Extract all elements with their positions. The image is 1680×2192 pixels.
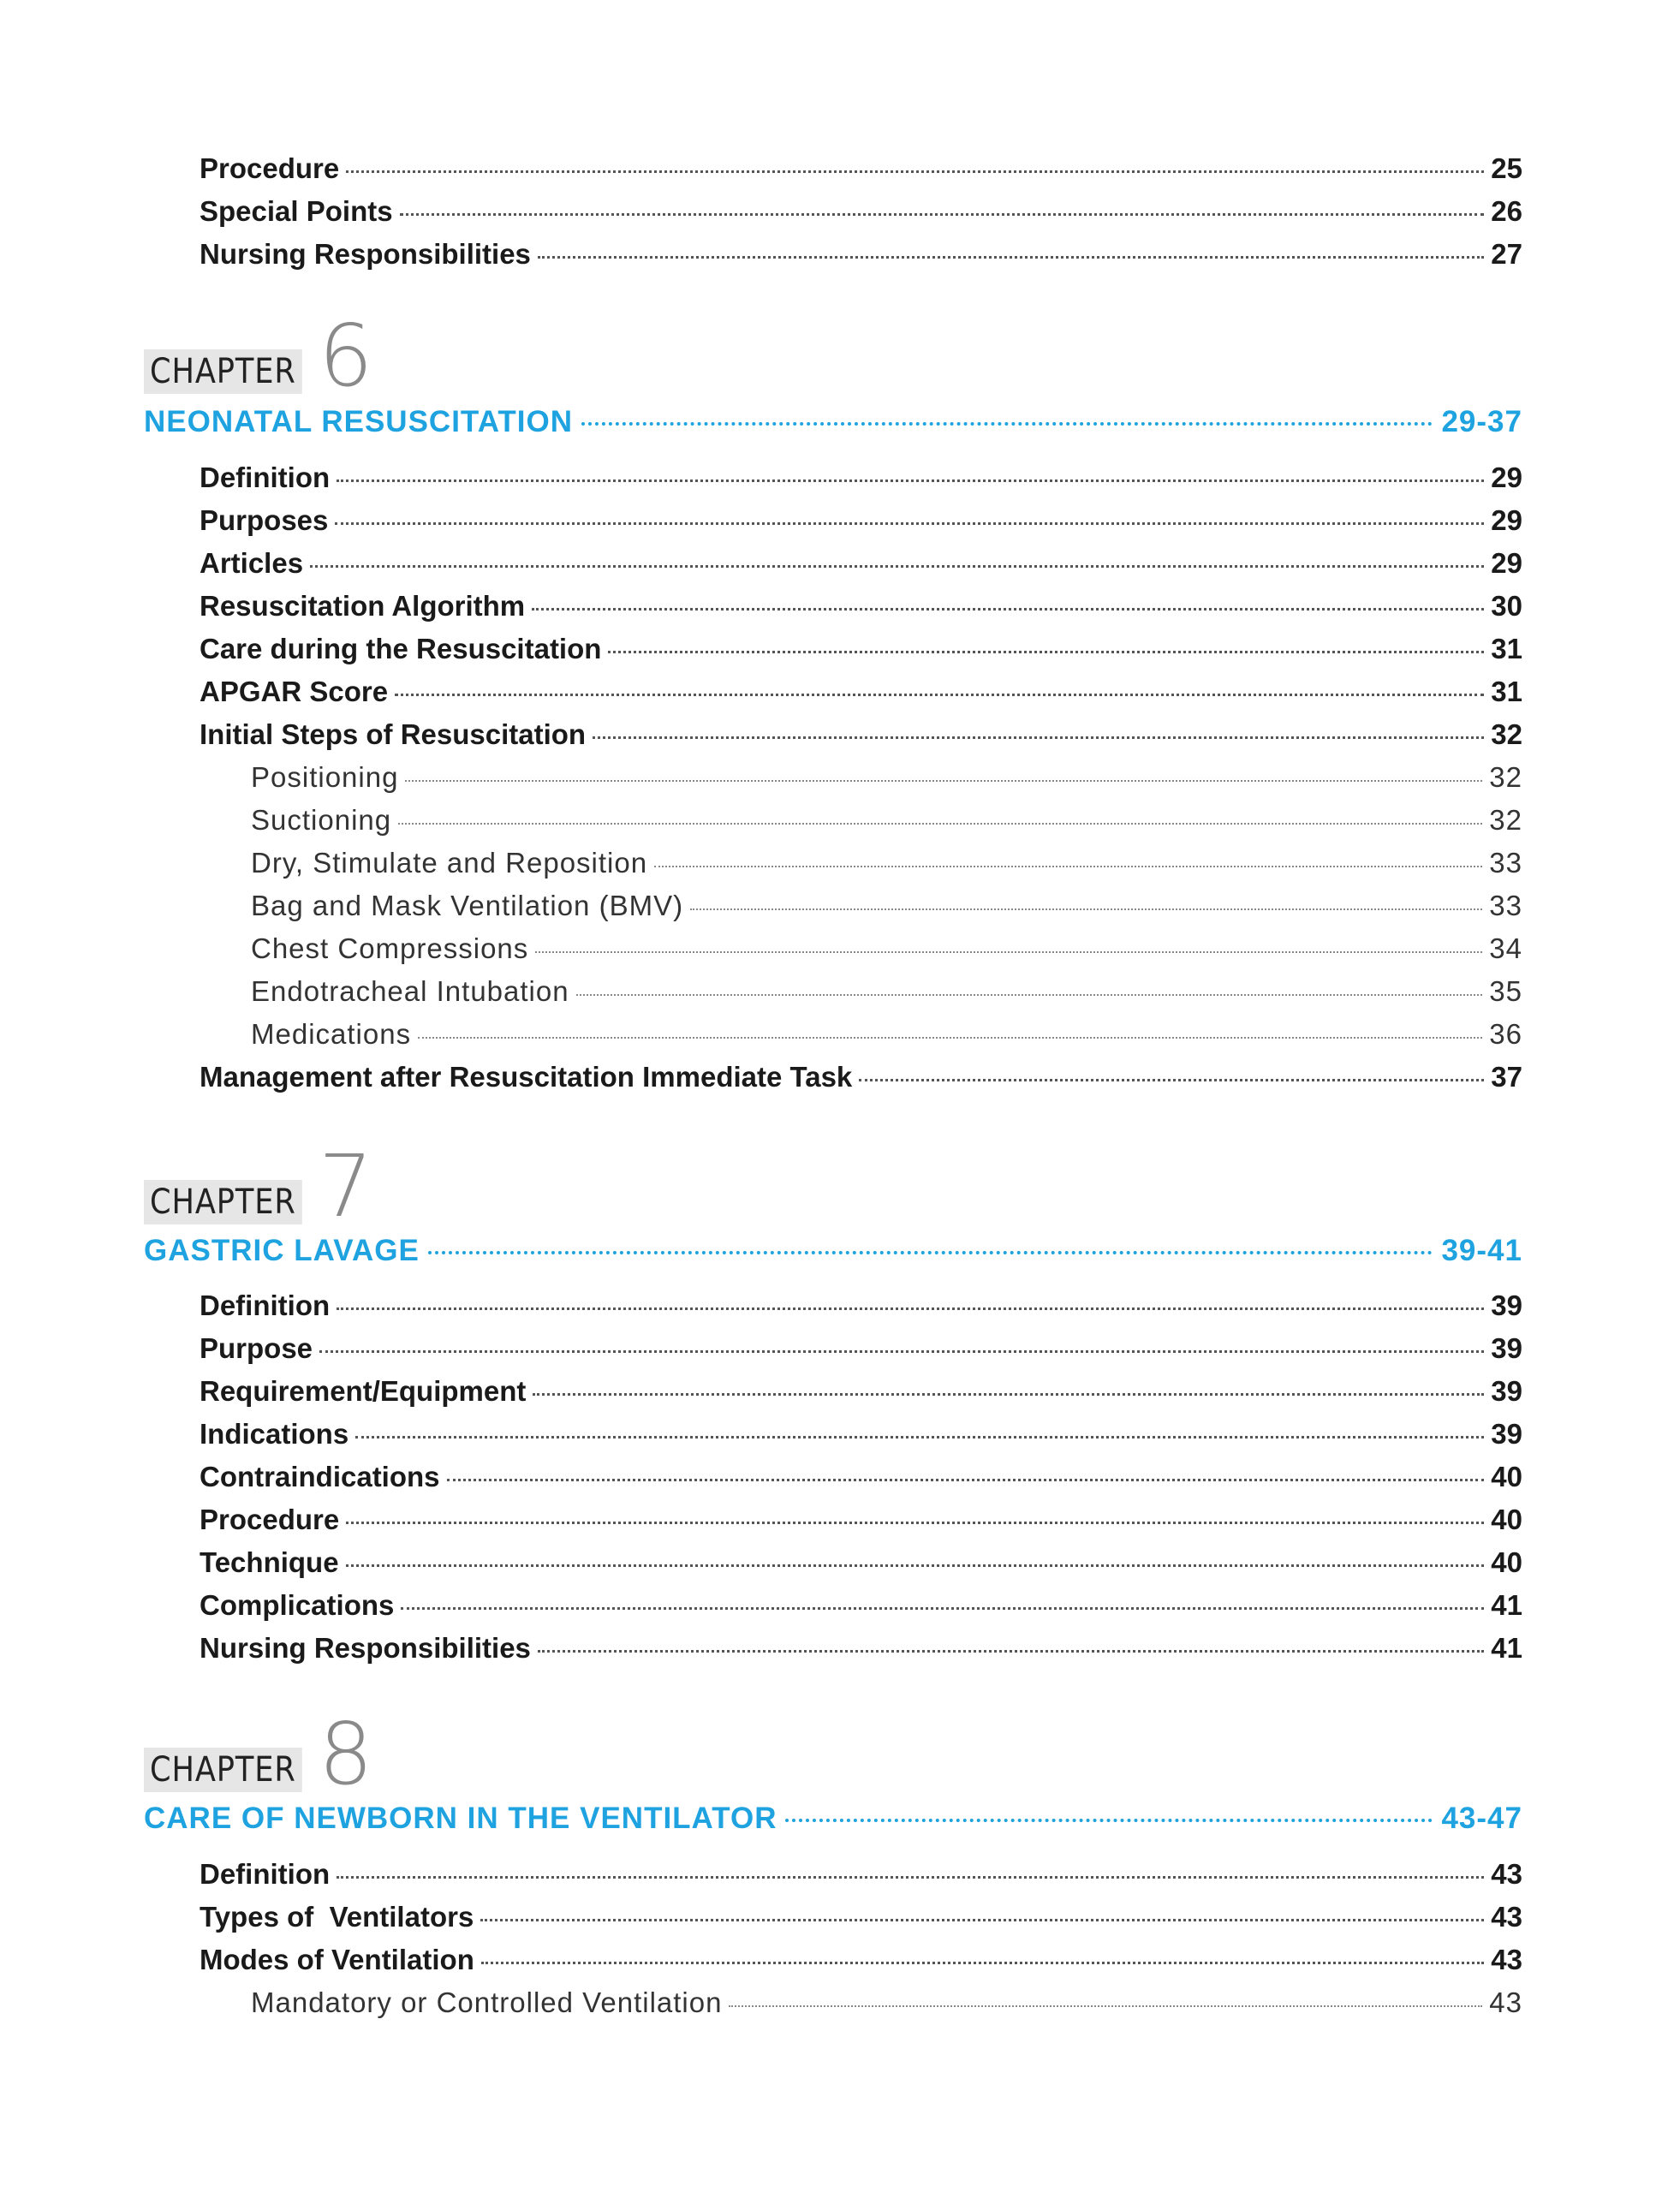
- toc-entry-page: 29: [1491, 462, 1522, 493]
- dot-leader: [654, 866, 1482, 867]
- dot-leader: [532, 608, 1484, 611]
- toc-entry-label: Endotracheal Intubation: [251, 975, 569, 1007]
- toc-entry-page: 39: [1491, 1332, 1522, 1364]
- dot-leader: [405, 780, 1482, 782]
- toc-entry[interactable]: [200, 1330, 1522, 1367]
- toc-entry-label: Complications: [200, 1589, 395, 1621]
- dot-leader: [346, 170, 1484, 173]
- toc-entry[interactable]: [200, 716, 1522, 754]
- toc-entry-label: Technique: [200, 1546, 339, 1578]
- toc-entry-page: 40: [1491, 1461, 1522, 1492]
- toc-entry[interactable]: [200, 1629, 1522, 1667]
- toc-entry[interactable]: [200, 1415, 1522, 1453]
- dot-leader: [398, 823, 1482, 825]
- chapter-page-range: 29-37: [1441, 405, 1522, 438]
- toc-entry[interactable]: [200, 1058, 1522, 1096]
- dot-leader: [337, 1876, 1484, 1879]
- dot-leader: [355, 1436, 1484, 1438]
- dot-leader: [729, 2005, 1482, 2007]
- toc-entry[interactable]: [200, 1501, 1522, 1539]
- chapter-number: 6: [319, 306, 373, 406]
- chapter-heading: [144, 306, 373, 406]
- toc-entry-page: 30: [1491, 590, 1522, 622]
- toc-entry-label: Definition: [200, 462, 331, 493]
- dot-leader: [428, 1251, 1433, 1254]
- toc-entry-page: 40: [1491, 1504, 1522, 1535]
- toc-entry-label: Purpose: [200, 1332, 313, 1364]
- toc-entry[interactable]: [200, 1587, 1522, 1624]
- toc-entry-page: 39: [1491, 1290, 1522, 1321]
- toc-entry-label: Articles: [200, 547, 304, 579]
- dot-leader: [310, 565, 1484, 568]
- toc-entry[interactable]: [200, 673, 1522, 711]
- dot-leader: [859, 1079, 1484, 1081]
- dot-leader: [400, 213, 1485, 216]
- dot-leader: [447, 1479, 1485, 1481]
- toc-entry-page: 35: [1489, 975, 1522, 1007]
- toc-entry[interactable]: [200, 1544, 1522, 1581]
- chapter-number: 8: [319, 1704, 373, 1804]
- toc-entry-page: 32: [1489, 804, 1522, 836]
- chapter-title-label: NEONATAL RESUSCITATION: [144, 405, 573, 438]
- dot-leader: [576, 994, 1483, 996]
- toc-entry-page: 29: [1491, 504, 1522, 536]
- toc-entry-label: Procedure: [200, 1504, 340, 1535]
- toc-entry-page: 32: [1489, 761, 1522, 793]
- toc-entry-label: Dry, Stimulate and Reposition: [251, 847, 648, 879]
- dot-leader: [481, 1962, 1484, 1964]
- chapter-page-range: 39-41: [1441, 1234, 1522, 1267]
- toc-entry-label: Definition: [200, 1858, 331, 1890]
- dot-leader: [418, 1037, 1482, 1039]
- dot-leader: [480, 1919, 1484, 1921]
- toc-entry-label: Types of Ventilators: [200, 1901, 474, 1933]
- toc-entry-label: Indications: [200, 1418, 349, 1450]
- dot-leader: [785, 1819, 1433, 1822]
- toc-subentry[interactable]: [251, 801, 1522, 839]
- toc-entry-page: 26: [1491, 195, 1522, 227]
- toc-entry[interactable]: [200, 587, 1522, 625]
- chapter-title-label: GASTRIC LAVAGE: [144, 1234, 420, 1267]
- toc-entry-label: Contraindications: [200, 1461, 440, 1492]
- toc-entry-label: Suctioning: [251, 804, 392, 836]
- toc-entry[interactable]: [200, 235, 1522, 273]
- toc-entry-page: 39: [1491, 1375, 1522, 1407]
- toc-entry-label: Resuscitation Algorithm: [200, 590, 526, 622]
- toc-entry-page: 40: [1491, 1546, 1522, 1578]
- chapter-page-range: 43-47: [1441, 1802, 1522, 1835]
- toc-entry-label: Requirement/Equipment: [200, 1375, 527, 1407]
- toc-entry[interactable]: [200, 459, 1522, 497]
- dot-leader: [401, 1607, 1484, 1610]
- toc-entry-page: 27: [1491, 238, 1522, 270]
- toc-entry-label: Bag and Mask Ventilation (BMV): [251, 890, 684, 921]
- chapter-title[interactable]: [144, 1797, 1522, 1840]
- dot-leader: [337, 1307, 1484, 1310]
- toc-entry-label: Nursing Responsibilities: [200, 1632, 531, 1664]
- toc-entry-page: 34: [1489, 932, 1522, 964]
- toc-subentry[interactable]: [251, 930, 1522, 968]
- toc-subentry[interactable]: [251, 844, 1522, 882]
- chapter-label: CHAPTER: [144, 1180, 302, 1224]
- toc-entry-page: 39: [1491, 1418, 1522, 1450]
- toc-entry-page: 43: [1489, 1986, 1522, 2018]
- toc-entry-label: Procedure: [200, 152, 340, 184]
- chapter-heading: [144, 1704, 373, 1804]
- toc-entry-page: 43: [1491, 1944, 1522, 1975]
- chapter-label: CHAPTER: [144, 1748, 302, 1792]
- toc-entry-label: Management after Resuscitation Immediate Task: [200, 1061, 853, 1093]
- toc-entry-page: 33: [1489, 847, 1522, 879]
- toc-entry[interactable]: [200, 150, 1522, 188]
- toc-entry-label: Definition: [200, 1290, 331, 1321]
- dot-leader: [337, 480, 1484, 482]
- dot-leader: [533, 1393, 1484, 1396]
- toc-subentry[interactable]: [251, 759, 1522, 796]
- toc-entry[interactable]: [200, 1941, 1522, 1979]
- dot-leader: [608, 651, 1484, 653]
- dot-leader: [538, 1650, 1484, 1653]
- toc-entry-page: 25: [1491, 152, 1522, 184]
- toc-entry[interactable]: [200, 1287, 1522, 1325]
- toc-entry-page: 43: [1491, 1858, 1522, 1890]
- toc-entry[interactable]: [200, 1855, 1522, 1893]
- toc-entry-label: APGAR Score: [200, 676, 389, 707]
- chapter-heading: [144, 1136, 373, 1236]
- dot-leader: [346, 1564, 1485, 1567]
- toc-entry-page: 32: [1491, 718, 1522, 750]
- toc-subentry[interactable]: [251, 973, 1522, 1010]
- toc-entry-page: 31: [1491, 676, 1522, 707]
- toc-subentry[interactable]: [251, 887, 1522, 925]
- toc-entry-page: 29: [1491, 547, 1522, 579]
- toc-entry-label: Mandatory or Controlled Ventilation: [251, 1986, 723, 2018]
- toc-entry-label: Nursing Responsibilities: [200, 238, 531, 270]
- toc-subentry[interactable]: [251, 1984, 1522, 2022]
- toc-entry-label: Care during the Resuscitation: [200, 633, 602, 664]
- toc-entry-label: Purposes: [200, 504, 329, 536]
- dot-leader: [535, 951, 1482, 953]
- toc-entry[interactable]: [200, 193, 1522, 230]
- chapter-title[interactable]: [144, 1230, 1522, 1272]
- toc-entry[interactable]: [200, 545, 1522, 582]
- dot-leader: [319, 1350, 1484, 1353]
- toc-entry[interactable]: [200, 630, 1522, 668]
- dot-leader: [538, 256, 1484, 259]
- toc-entry-label: Modes of Ventilation: [200, 1944, 474, 1975]
- toc-entry-label: Chest Compressions: [251, 932, 529, 964]
- toc-entry-page: 41: [1491, 1589, 1522, 1621]
- chapter-title-label: CARE OF NEWBORN IN THE VENTILATOR: [144, 1802, 777, 1835]
- toc-entry-label: Medications: [251, 1018, 412, 1050]
- toc-entry[interactable]: [200, 1458, 1522, 1496]
- toc-entry[interactable]: [200, 1373, 1522, 1410]
- toc-entry-page: 43: [1491, 1901, 1522, 1933]
- dot-leader: [593, 736, 1484, 739]
- toc-entry-page: 37: [1491, 1061, 1522, 1093]
- chapter-title[interactable]: [144, 401, 1522, 444]
- toc-entry-label: Positioning: [251, 761, 399, 793]
- toc-entry-page: 36: [1489, 1018, 1522, 1050]
- dot-leader: [690, 908, 1482, 910]
- toc-entry[interactable]: [200, 502, 1522, 539]
- toc-entry-page: 31: [1491, 633, 1522, 664]
- toc-entry-page: 41: [1491, 1632, 1522, 1664]
- dot-leader: [335, 522, 1484, 525]
- chapter-label: CHAPTER: [144, 349, 302, 394]
- toc-entry-page: 33: [1489, 890, 1522, 921]
- toc-entry-label: Initial Steps of Resuscitation: [200, 718, 587, 750]
- toc-entry[interactable]: [200, 1898, 1522, 1936]
- toc-entry-label: Special Points: [200, 195, 393, 227]
- chapter-number: 7: [319, 1136, 373, 1236]
- dot-leader: [581, 422, 1433, 426]
- dot-leader: [395, 694, 1484, 696]
- toc-subentry[interactable]: [251, 1016, 1522, 1053]
- dot-leader: [346, 1522, 1484, 1524]
